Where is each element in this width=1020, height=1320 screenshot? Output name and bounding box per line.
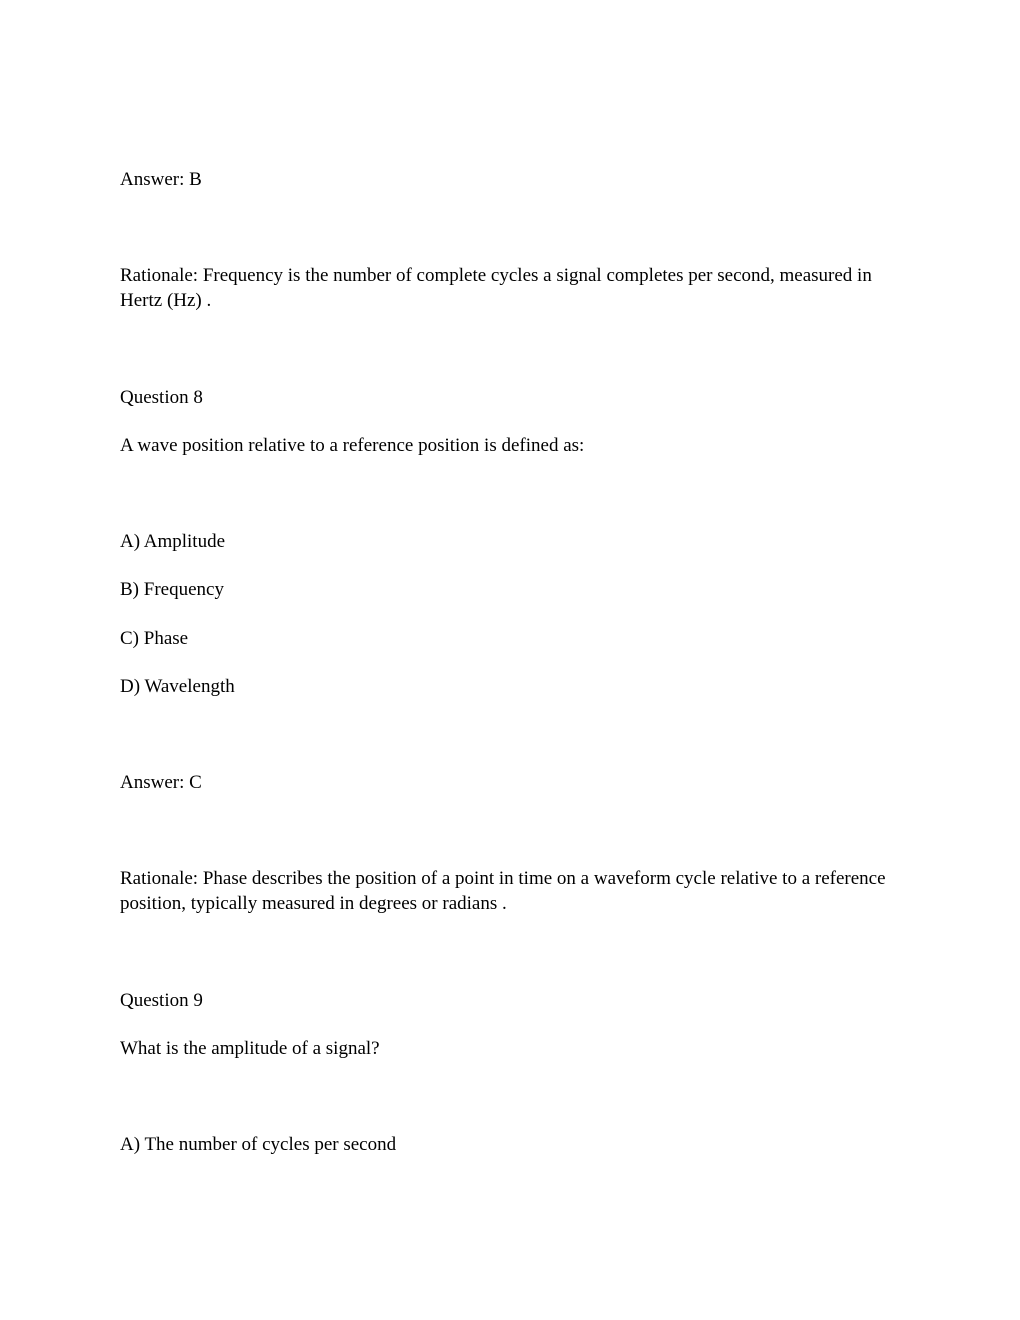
question-8-prompt: A wave position relative to a reference position is defined as: <box>120 435 585 456</box>
question-8-answer: Answer: C <box>120 772 202 793</box>
question-8-option-d: D) Wavelength <box>120 676 235 697</box>
question-8-title: Question 8 <box>120 387 203 408</box>
previous-answer: Answer: B <box>120 169 202 190</box>
question-9-title: Question 9 <box>120 990 203 1011</box>
question-8-option-c: C) Phase <box>120 628 189 649</box>
question-8-rationale: Rationale: Phase describes the position of a point in time on a waveform cycle relative to a reference position, typically measured in degrees or radians . <box>120 868 886 914</box>
question-8-option-a: A) Amplitude <box>120 531 226 552</box>
previous-rationale: Rationale: Frequency is the number of complete cycles a signal completes per second, measured in Hertz (Hz) . <box>120 265 872 311</box>
question-9-option-a: A) The number of cycles per second <box>120 1134 397 1155</box>
question-8-option-b: B) Frequency <box>120 579 224 600</box>
question-9-prompt: What is the amplitude of a signal? <box>120 1038 380 1059</box>
